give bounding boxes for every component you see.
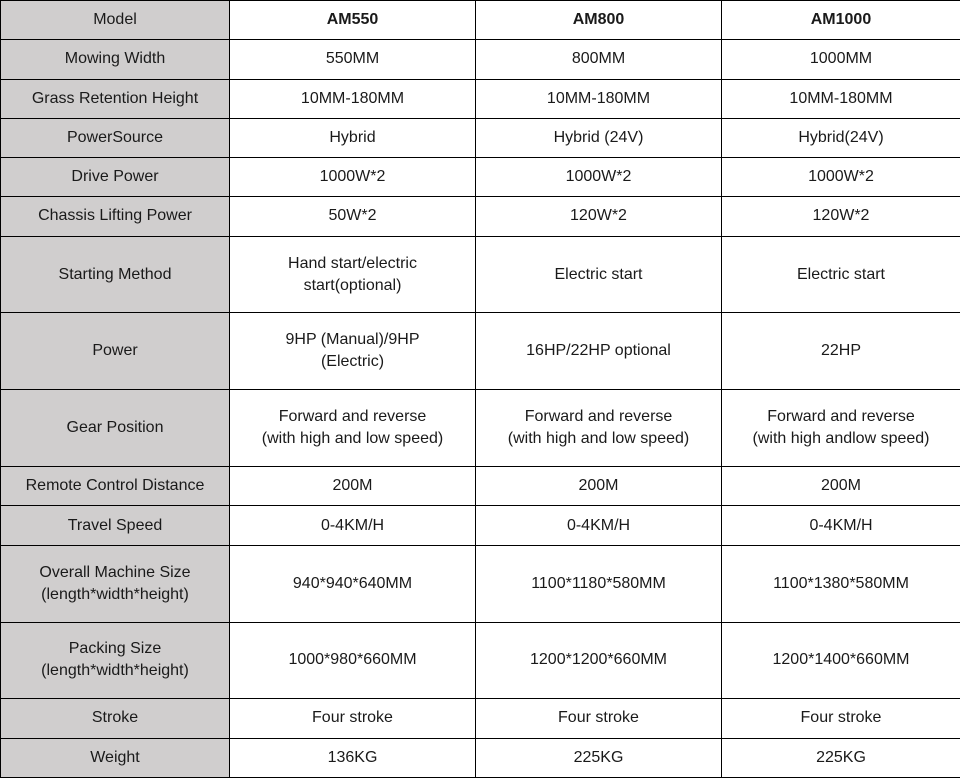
- spec-table-body: [1, 1, 960, 778]
- row-label: Travel Speed: [1, 506, 230, 545]
- model-am800: AM800: [476, 1, 722, 40]
- value-am1000: Forward and reverse (with high andlow speed): [722, 390, 960, 467]
- value-am800: Electric start: [476, 236, 722, 313]
- value-am550: Four stroke: [230, 699, 476, 738]
- row-grass-retention-height: [1, 79, 960, 118]
- row-stroke: [1, 699, 960, 738]
- value-am1000: Four stroke: [722, 699, 960, 738]
- header-row: [1, 1, 960, 40]
- row-overall-machine-size: [1, 545, 960, 622]
- value-am800: Forward and reverse (with high and low speed): [476, 390, 722, 467]
- value-am1000: 1000MM: [722, 40, 960, 79]
- value-am550: Hybrid: [230, 118, 476, 157]
- row-label: Gear Position: [1, 390, 230, 467]
- row-drive-power: [1, 158, 960, 197]
- value-am1000: 0-4KM/H: [722, 506, 960, 545]
- value-am800: 1000W*2: [476, 158, 722, 197]
- value-am1000: 120W*2: [722, 197, 960, 236]
- row-label: Remote Control Distance: [1, 467, 230, 506]
- row-label: Drive Power: [1, 158, 230, 197]
- value-am800: 200M: [476, 467, 722, 506]
- value-am1000: 225KG: [722, 738, 960, 777]
- row-mowing-width: [1, 40, 960, 79]
- value-am550: 10MM-180MM: [230, 79, 476, 118]
- value-am550: 136KG: [230, 738, 476, 777]
- row-label: Chassis Lifting Power: [1, 197, 230, 236]
- row-power: [1, 313, 960, 390]
- row-label: Grass Retention Height: [1, 79, 230, 118]
- row-weight: [1, 738, 960, 777]
- model-am1000: AM1000: [722, 1, 960, 40]
- value-am800: 10MM-180MM: [476, 79, 722, 118]
- row-starting-method: [1, 236, 960, 313]
- value-am550: 50W*2: [230, 197, 476, 236]
- value-am550: 9HP (Manual)/9HP (Electric): [230, 313, 476, 390]
- row-label: Overall Machine Size (length*width*height): [1, 545, 230, 622]
- value-am800: 120W*2: [476, 197, 722, 236]
- row-gear-position: [1, 390, 960, 467]
- row-packing-size: [1, 622, 960, 699]
- row-label: PowerSource: [1, 118, 230, 157]
- row-remote-control-distance: [1, 467, 960, 506]
- value-am1000: 22HP: [722, 313, 960, 390]
- value-am550: Hand start/electric start(optional): [230, 236, 476, 313]
- value-am800: 0-4KM/H: [476, 506, 722, 545]
- value-am550: 1000*980*660MM: [230, 622, 476, 699]
- model-am550: AM550: [230, 1, 476, 40]
- value-am550: 0-4KM/H: [230, 506, 476, 545]
- value-am1000: Hybrid(24V): [722, 118, 960, 157]
- row-label: Weight: [1, 738, 230, 777]
- row-label: Starting Method: [1, 236, 230, 313]
- row-power-source: [1, 118, 960, 157]
- row-label: Stroke: [1, 699, 230, 738]
- value-am800: 225KG: [476, 738, 722, 777]
- header-label: Model: [1, 1, 230, 40]
- value-am550: Forward and reverse (with high and low speed): [230, 390, 476, 467]
- value-am550: 550MM: [230, 40, 476, 79]
- value-am550: 1000W*2: [230, 158, 476, 197]
- row-label: Power: [1, 313, 230, 390]
- value-am1000: 1000W*2: [722, 158, 960, 197]
- value-am1000: 10MM-180MM: [722, 79, 960, 118]
- value-am800: Hybrid (24V): [476, 118, 722, 157]
- value-am800: 16HP/22HP optional: [476, 313, 722, 390]
- row-travel-speed: [1, 506, 960, 545]
- row-label: Mowing Width: [1, 40, 230, 79]
- value-am800: 800MM: [476, 40, 722, 79]
- value-am800: 1100*1180*580MM: [476, 545, 722, 622]
- value-am1000: Electric start: [722, 236, 960, 313]
- value-am1000: 1100*1380*580MM: [722, 545, 960, 622]
- row-chassis-lifting-power: [1, 197, 960, 236]
- row-label: Packing Size (length*width*height): [1, 622, 230, 699]
- value-am800: 1200*1200*660MM: [476, 622, 722, 699]
- value-am1000: 1200*1400*660MM: [722, 622, 960, 699]
- value-am1000: 200M: [722, 467, 960, 506]
- value-am800: Four stroke: [476, 699, 722, 738]
- value-am550: 200M: [230, 467, 476, 506]
- value-am550: 940*940*640MM: [230, 545, 476, 622]
